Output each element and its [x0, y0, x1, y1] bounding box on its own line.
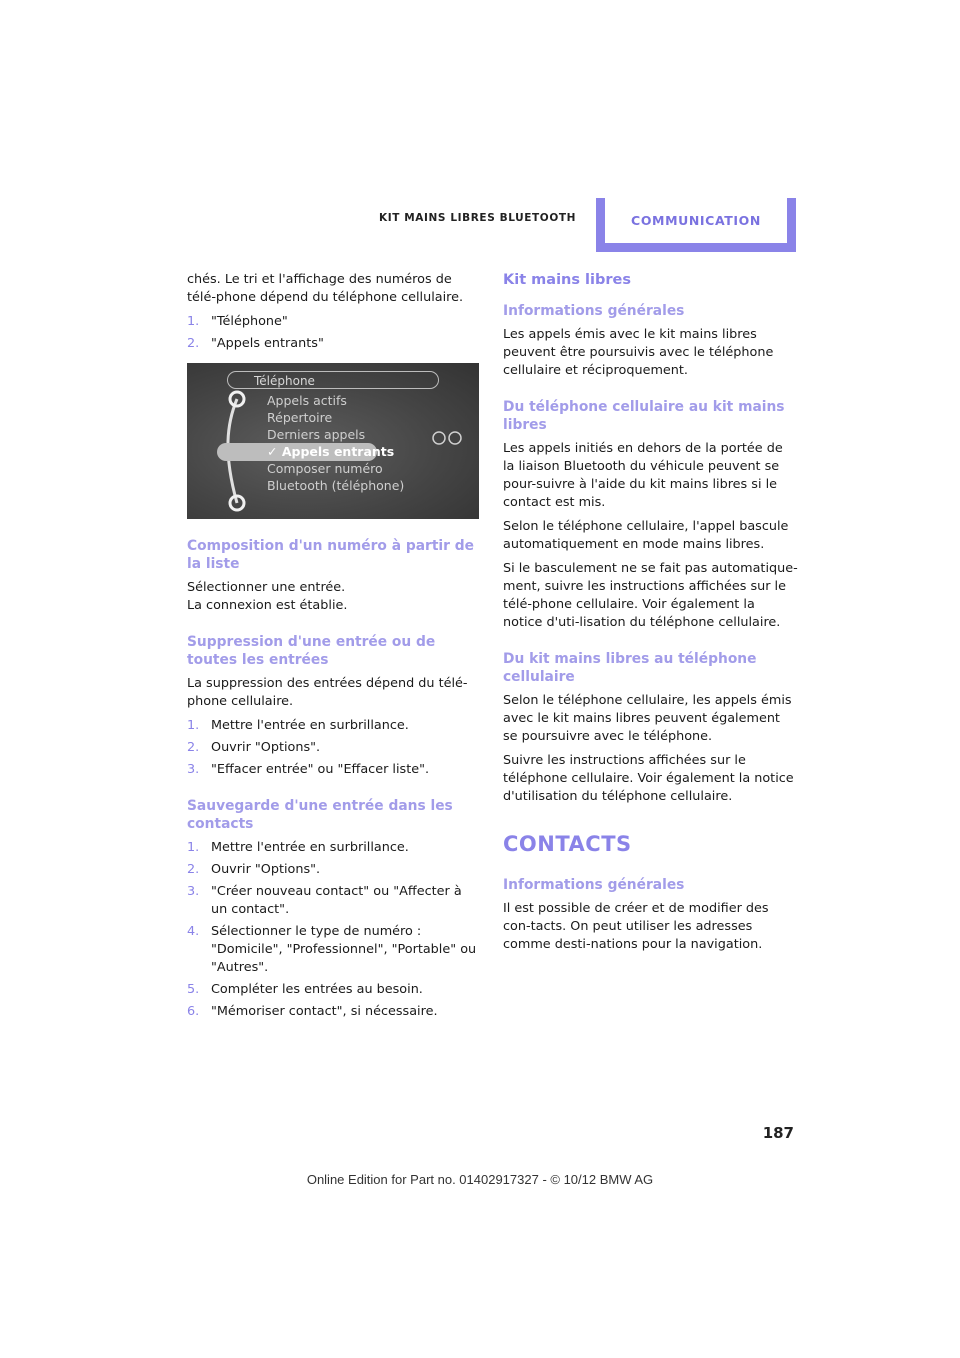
- compose-line-1: Sélectionner une entrée.: [187, 580, 346, 595]
- general-paragraph: Les appels émis avec le kit mains libres peuvent être poursuivis avec le téléphone cellulaire et réciproquement.: [503, 327, 774, 378]
- paragraph-2: Selon le téléphone cellulaire, l'appel bascule automatiquement en mode mains libres.: [503, 519, 789, 552]
- list-item: [187, 1003, 481, 1021]
- list-item-text: Mettre l'entrée en surbrillance.: [211, 718, 409, 733]
- footer: Online Edition for Part no. 01402917327 - © 10/12 BMW AG: [306, 1172, 654, 1187]
- menu-item-4: ✓ Appels entrants: [267, 444, 395, 459]
- list-item: [187, 717, 481, 735]
- delete-intro: La suppression des entrées dépend du télé-phone cellulaire.: [187, 676, 468, 709]
- list-item: [187, 761, 481, 779]
- heading-general-2: Informations générales: [503, 877, 685, 893]
- steps-list-b: [187, 717, 481, 779]
- menu-item-2: Répertoire: [267, 410, 333, 425]
- list-item-text: Ouvrir "Options".: [211, 740, 321, 755]
- list-item-text: "Créer nouveau contact" ou "Affecter à un contact".: [211, 884, 462, 917]
- heading-delete: Suppression d'une entrée ou de toutes les entrées: [187, 634, 436, 668]
- menu-item-1: Appels actifs: [267, 393, 347, 408]
- menu-item-5: Composer numéro: [267, 461, 383, 476]
- menu-item-6: Bluetooth (téléphone): [267, 478, 405, 493]
- list-item-number: 5.: [187, 982, 200, 997]
- list-item: [187, 883, 481, 919]
- list-item-number: 3.: [187, 884, 200, 899]
- list-item-text: "Appels entrants": [211, 336, 324, 351]
- heading-kit-to-phone: Du kit mains libres au téléphone cellulaire: [503, 651, 757, 685]
- list-item-number: 2.: [187, 336, 200, 351]
- paragraph-5: Suivre les instructions affichées sur le téléphone cellulaire. Voir également la notice d'utilisation du téléphone cellulaire.: [503, 753, 794, 804]
- steps-list-a: [187, 313, 481, 353]
- list-item: [187, 335, 481, 353]
- heading-phone-to-kit: Du téléphone cellulaire au kit mains libres: [503, 399, 785, 433]
- list-item-text: Compléter les entrées au besoin.: [211, 982, 423, 997]
- heading-compose: Composition d'un numéro à partir de la liste: [187, 538, 474, 572]
- list-item: [187, 839, 481, 857]
- chapter-tab-label: COMMUNICATION: [605, 198, 787, 243]
- page-number: 187: [762, 1124, 794, 1142]
- steps-list-c: [187, 839, 481, 1021]
- left-column: [187, 271, 481, 1027]
- list-item-number: 2.: [187, 862, 200, 877]
- paragraph-3: Si le basculement ne se fait pas automatique-ment, suivre les instructions affichées sur le télé-phone cellulaire. Voir également la notice d'uti-lisation du téléphone cellulaire.: [503, 561, 798, 630]
- list-item: [187, 861, 481, 879]
- menu-item-3: Derniers appels: [267, 427, 366, 442]
- list-item-number: 1.: [187, 314, 200, 329]
- list-item: [187, 313, 481, 331]
- list-item-text: Ouvrir "Options".: [211, 862, 321, 877]
- phone-menu-screenshot: [187, 363, 479, 519]
- chapter-tab: [596, 198, 796, 252]
- compose-line-2: La connexion est établie.: [187, 598, 348, 613]
- list-item: [187, 739, 481, 757]
- list-item-number: 2.: [187, 740, 200, 755]
- right-column: [503, 271, 798, 960]
- list-item-text: "Téléphone": [211, 314, 288, 329]
- list-item-number: 6.: [187, 1004, 200, 1019]
- list-item-text: "Mémoriser contact", si nécessaire.: [211, 1004, 438, 1019]
- list-item-text: Sélectionner le type de numéro : "Domicile", "Professionnel", "Portable" ou "Autres".: [211, 924, 477, 975]
- intro-paragraph: chés. Le tri et l'affichage des numéros de télé-phone dépend du téléphone cellulaire.: [187, 272, 464, 305]
- heading-kit: Kit mains libres: [503, 272, 631, 288]
- list-item-number: 3.: [187, 762, 200, 777]
- list-item: [187, 981, 481, 999]
- list-item: [187, 923, 481, 977]
- paragraph-6: Il est possible de créer et de modifier des con-tacts. On peut utiliser les adresses comme desti-nations pour la navigation.: [503, 901, 769, 952]
- list-item-number: 4.: [187, 924, 200, 939]
- list-item-number: 1.: [187, 718, 200, 733]
- list-item-text: "Effacer entrée" ou "Effacer liste".: [211, 762, 430, 777]
- paragraph-4: Selon le téléphone cellulaire, les appels émis avec le kit mains libres peuvent également se poursuivre avec le téléphone.: [503, 693, 792, 744]
- section-header: KIT MAINS LIBRES BLUETOOTH: [378, 212, 576, 224]
- screen-title: Téléphone: [227, 371, 439, 389]
- paragraph-1: Les appels initiés en dehors de la portée de la liaison Bluetooth du véhicule peuvent se pour-suivre à l'aide du kit mains libres si le contact est mis.: [503, 441, 783, 510]
- list-item-number: 1.: [187, 840, 200, 855]
- heading-general: Informations générales: [503, 303, 685, 319]
- heading-save: Sauvegarde d'une entrée dans les contacts: [187, 798, 453, 832]
- list-item-text: Mettre l'entrée en surbrillance.: [211, 840, 409, 855]
- heading-contacts: CONTACTS: [503, 832, 632, 856]
